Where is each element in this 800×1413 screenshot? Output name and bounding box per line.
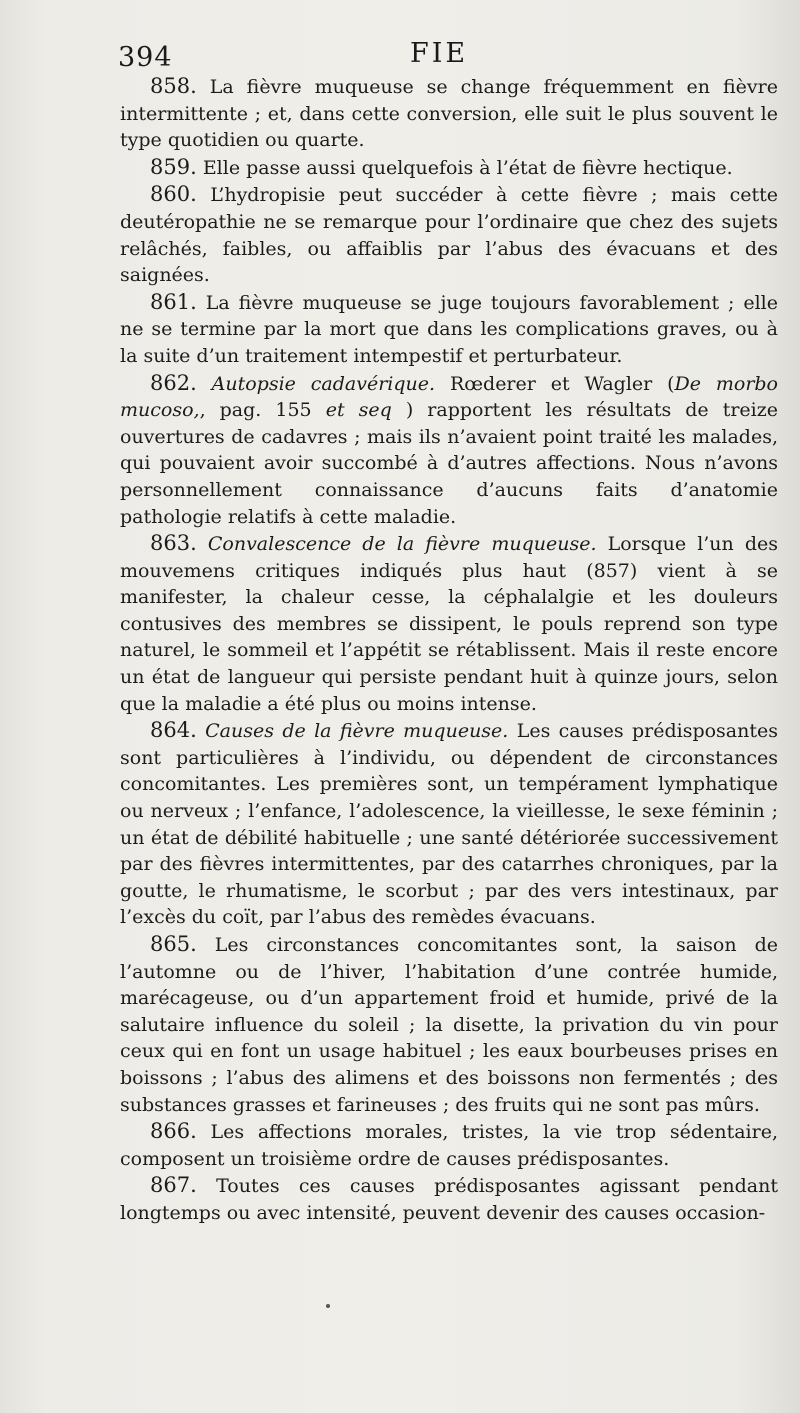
running-head: FIE bbox=[410, 38, 469, 69]
paragraph-865 bbox=[120, 931, 778, 1118]
paragraph-text: Les affections morales, tristes, la vie trop sédentaire, composent un troisième ordre de causes prédisposantes. bbox=[120, 1121, 778, 1170]
paragraph-858 bbox=[120, 73, 778, 154]
paragraph-text: Les causes prédisposantes sont particulières à l’individu, ou dépendent de circonstances concomitantes. Les premières sont, un tempérament lymphatique ou nerveux ; l’enfance, l’adolescence, la vieillesse, le sexe féminin ; un état de débilité habituelle ; une santé détériorée successivement par des fièvres intermittentes, par des catarrhes chroniques, par la goutte, le rhumatisme, le scorbut ; par des vers intestinaux, par l’excès du coït, par l’abus des remèdes évacuans. bbox=[120, 720, 778, 929]
paragraph-text: La fièvre muqueuse se juge toujours favorablement ; elle ne se termine par la mort que dans les complications graves, ou à la suite d’un traitement intempestif et perturbateur. bbox=[120, 291, 778, 367]
paragraph-number: 864. bbox=[150, 718, 197, 743]
paragraph-text: L’hydropisie peut succéder à cette fièvre ; mais cette deutéropathie ne se remarque pour l’ordinaire que chez des sujets relâchés, faibles, ou affaiblis par l’abus des évacuans et des saignées. bbox=[120, 184, 778, 287]
paragraph-864 bbox=[120, 717, 778, 931]
paragraph-860 bbox=[120, 181, 778, 288]
body-text bbox=[120, 73, 778, 1227]
paragraph-text: ) rapportent les résultats de treize ouvertures de cadavres ; mais ils n’avaient point traité les malades, qui pouvaient avoir succombé à d’autres affections. Nous n’avons personnellement connaissance d’aucuns faits d’anatomie pathologie relatifs à cette maladie. bbox=[120, 399, 778, 528]
paragraph-867 bbox=[120, 1172, 778, 1226]
section-heading: Convalescence de la fièvre muqueuse. bbox=[207, 533, 597, 556]
paragraph-number: 863. bbox=[150, 531, 197, 556]
ink-speck bbox=[326, 1304, 330, 1308]
paragraph-text: Toutes ces causes prédisposantes agissant pendant longtemps ou avec intensité, peuvent devenir des causes occasion- bbox=[120, 1175, 778, 1224]
paragraph-text: Rœderer et Wagler ( bbox=[449, 372, 675, 395]
paragraph-866 bbox=[120, 1118, 778, 1172]
citation-abbrev: et seq bbox=[325, 399, 392, 422]
paragraph-number: 866. bbox=[150, 1119, 197, 1144]
paragraph-863 bbox=[120, 530, 778, 717]
citation-title: De morbo mucoso, bbox=[120, 372, 778, 422]
paragraph-text: Les circonstances concomitantes sont, la saison de l’automne ou de l’hiver, l’habitation d’une contrée humide, marécageuse, ou d’un appartement froid et humide, privé de la salutaire influence du soleil ; la disette, la privation du vin pour ceux qui en font un usage habituel ; les eaux bourbeuses prises en boissons ; l’abus des alimens et des boissons non fermentés ; des substances grasses et farineuses ; des fruits qui ne sont pas mûrs. bbox=[120, 934, 778, 1116]
paragraph-number: 867. bbox=[150, 1173, 197, 1198]
page-header bbox=[118, 36, 778, 76]
paragraph-text: , pag. 155 bbox=[199, 399, 312, 422]
paragraph-number: 862. bbox=[150, 370, 197, 395]
paragraph-862 bbox=[120, 370, 778, 531]
section-heading: Causes de la fièvre muqueuse. bbox=[205, 720, 509, 743]
paragraph-number: 861. bbox=[150, 289, 197, 314]
paragraph-text: Lorsque l’un des mouvemens critiques indiqués plus haut (857) vient à se manifester, la chaleur cesse, la céphalalgie et les douleurs contusives des membres se dissipent, le pouls reprend son type naturel, le sommeil et l’appétit se rétablissent. Mais il reste encore un état de langueur qui persiste pendant huit à quinze jours, selon que la maladie a été plus ou moins intense. bbox=[120, 533, 779, 715]
paragraph-number: 860. bbox=[150, 182, 197, 207]
paragraph-861 bbox=[120, 289, 778, 370]
paragraph-text: La fièvre muqueuse se change fréquemment en fièvre intermittente ; et, dans cette conversion, elle suit le plus souvent le type quotidien ou quarte. bbox=[120, 76, 778, 152]
paragraph-number: 865. bbox=[150, 932, 197, 956]
paragraph-859 bbox=[120, 154, 778, 182]
section-heading: Autopsie cadavérique. bbox=[211, 372, 436, 395]
paragraph-number: 859. bbox=[150, 154, 197, 179]
paragraph-text: Elle passe aussi quelquefois à l’état de fièvre hectique. bbox=[202, 156, 733, 179]
paragraph-number: 858. bbox=[150, 74, 197, 98]
page-number: 394 bbox=[118, 42, 173, 73]
